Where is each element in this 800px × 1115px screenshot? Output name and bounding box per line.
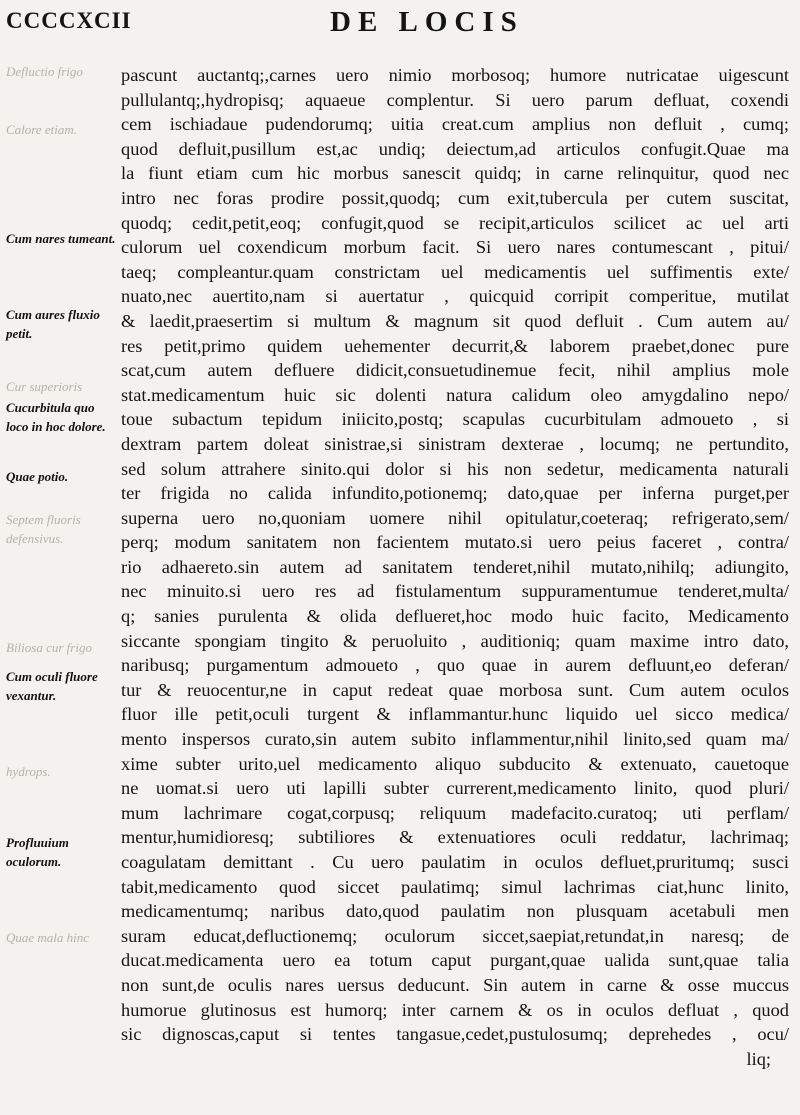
margin-note: hydrops.: [6, 764, 51, 779]
text-line: quodq; cedit,petit,eoq; confugit,quod se recipit,articulos scilicet ac uel arti: [121, 212, 789, 233]
text-line: xime subter urito,uel medicamento aliquo subducito & extenuato, cauetoque: [121, 753, 789, 774]
margin-note: Biliosa cur frigo: [6, 640, 92, 655]
text-line: humorue glutinosus est humorq; inter carnem & os in oculos defluat , quod: [121, 999, 789, 1020]
text-line: coagulatam demittant . Cu uero paulatim in oculos defluet,pruritumq; susci: [121, 852, 789, 872]
text-line: la fiunt etiam cum hic morbus sanescit quidq; in carne relinquitur, quod nec: [121, 163, 789, 184]
body-text: [121, 63, 789, 1071]
text-line: pullulantq;,hydropisq; aquaeue complentur. Si uero parum defluat, coxendi: [121, 89, 789, 110]
running-title: DE LOCIS: [330, 6, 524, 38]
text-line: pascunt auctantq;,carnes uero nimio morbosoq; humore nutricatae uigescunt: [121, 65, 789, 85]
text-line: ter frigida no calida infundito,potionemq; dato,quae per inferna purget,per: [121, 483, 789, 504]
text-line: scat,cum autem defluere didicit,consuetudinemue fecit, nihil amplius mole: [121, 360, 789, 381]
text-line: mento inspersos curato,sin autem subito inflammentur,nihil linito,sed quam ma/: [121, 729, 789, 750]
text-line: medicamentumq; naribus dato,quod paulatim non plusquam acetabuli men: [121, 901, 789, 922]
text-line: quod defluit,pusillum est,ac undiq; deiectum,ad articulos confugit.Quae ma: [121, 138, 789, 159]
margin-note: Profluuium oculorum.: [6, 835, 69, 869]
text-line: non sunt,de oculis nares uersus deducunt. Sin autem in carne & osse muccus: [121, 974, 789, 995]
text-line: culorum uel coxendicum morbum facit. Si uero nares contumescant , pitui/: [121, 237, 789, 258]
margin-note: Calore etiam.: [6, 122, 78, 137]
text-line: ducat.medicamenta uero ea totum caput purgant,quae ualida sunt,quae talia: [121, 950, 789, 971]
text-line: fluor ille petit,oculi turgent & inflammantur.hunc liquido uel sicco medica/: [121, 704, 789, 725]
catchword-line: liq;: [746, 1048, 771, 1069]
text-line: stat.medicamentum huic sic dolenti natura calidum oleo amygdalino nepo/: [121, 384, 789, 405]
text-line: mum lachrimare cogat,corpusq; reliquum madefacito.curatoq; uti perflam/: [121, 802, 789, 823]
page-header: [0, 6, 800, 40]
text-line: rio adhaereto.sin autem ad sanitatem tenderet,nihil mutato,nihilq; adiungito,: [121, 556, 789, 577]
margin-note: Cum nares tumeant.: [6, 231, 116, 246]
text-line: sed solum attrahere sinito.qui dolor si his non sedetur, medicamenta naturali: [121, 458, 789, 479]
text-line: intro nec foras prodire possit,quodq; cum exit,tubercula per cutem suscitat,: [121, 187, 789, 208]
text-line: mentur,humidioresq; subtiliores & extenuatiores oculi reddatur, lachrimaq;: [121, 827, 789, 848]
text-line: res petit,primo quidem uehementer decurrit,& laborem praebet,donec pure: [121, 335, 789, 356]
margin-note: Septem fluoris defensivus.: [6, 512, 81, 546]
margin-note: Cucurbitula quo loco in hoc dolore.: [6, 400, 106, 434]
text-line: q; sanies purulenta & olida deflueret,hoc modo huic facito, Medicamento: [121, 606, 789, 627]
text-line: taeq; compleantur.quam constrictam uel medicamentis uel suffimentis exte/: [121, 261, 789, 282]
text-line: perq; modum sanitatem non facientem mutato.si uero peius faceret , contra/: [121, 532, 789, 553]
text-line: sic dignoscas,caput si tentes tangasue,cedet,pustulosumq; deprehedes , ocu/: [121, 1024, 789, 1045]
margin-note: Cum aures fluxio petit.: [6, 307, 100, 341]
text-line: cem ischiadaue pudendorumq; uitia creat.cum amplius non defluit , cumq;: [121, 114, 789, 135]
text-line: suram educat,defluctionemq; oculorum siccet,saepiat,retundat,in naresq; de: [121, 925, 789, 946]
folio-number: CCCCXCII: [6, 8, 132, 33]
text-line: tur & reuocentur,ne in caput redeat quae morbosa sunt. Cum autem oculos: [121, 679, 789, 700]
text-line: nec minuito.si uero res ad fistulamentum suppuramentumue tenderet,multa/: [121, 581, 789, 602]
text-line: & laedit,praesertim si multum & magnum sit quod defluit . Cum autem au/: [121, 310, 789, 331]
margin-note: Quae potio.: [6, 469, 69, 484]
text-line: tabit,medicamento quod siccet paulatimq; simul lachrimas ciat,hunc linito,: [121, 876, 789, 897]
margin-note: Defluctio frigo: [6, 64, 83, 79]
margin-note: Cum oculi fluore vexantur.: [6, 669, 98, 703]
text-line: superna uero no,quoniam uomere nihil opitulatur,coeteraq; refrigerato,sem/: [121, 507, 789, 528]
text-line: siccante spongiam tingito & peruoluito , auditioniq; quam maxime intro dato,: [121, 630, 789, 651]
text-line: dextram partem doleat sinistrae,si sinistram dexterae , locumq; ne pertundito,: [121, 433, 789, 454]
margin-note: Quae mala hinc: [6, 930, 90, 945]
text-line: ne uomat.si uero uti lapilli subter currerent,medicamento linito, quod pluri/: [121, 778, 789, 799]
text-line: toue subactum tepidum iniicito,postq; scapulas cucurbitulam admoueto , si: [121, 409, 789, 430]
text-line: nuato,nec auertito,nam si auertatur , quicquid corripit comperitue, mutilat: [121, 286, 789, 307]
margin-note: Cur superioris: [6, 379, 83, 394]
margin-notes: [0, 40, 118, 1110]
text-line: naribusq; purgamentum admoueto , quo quae in aurem defluunt,eo deferan/: [121, 655, 789, 676]
